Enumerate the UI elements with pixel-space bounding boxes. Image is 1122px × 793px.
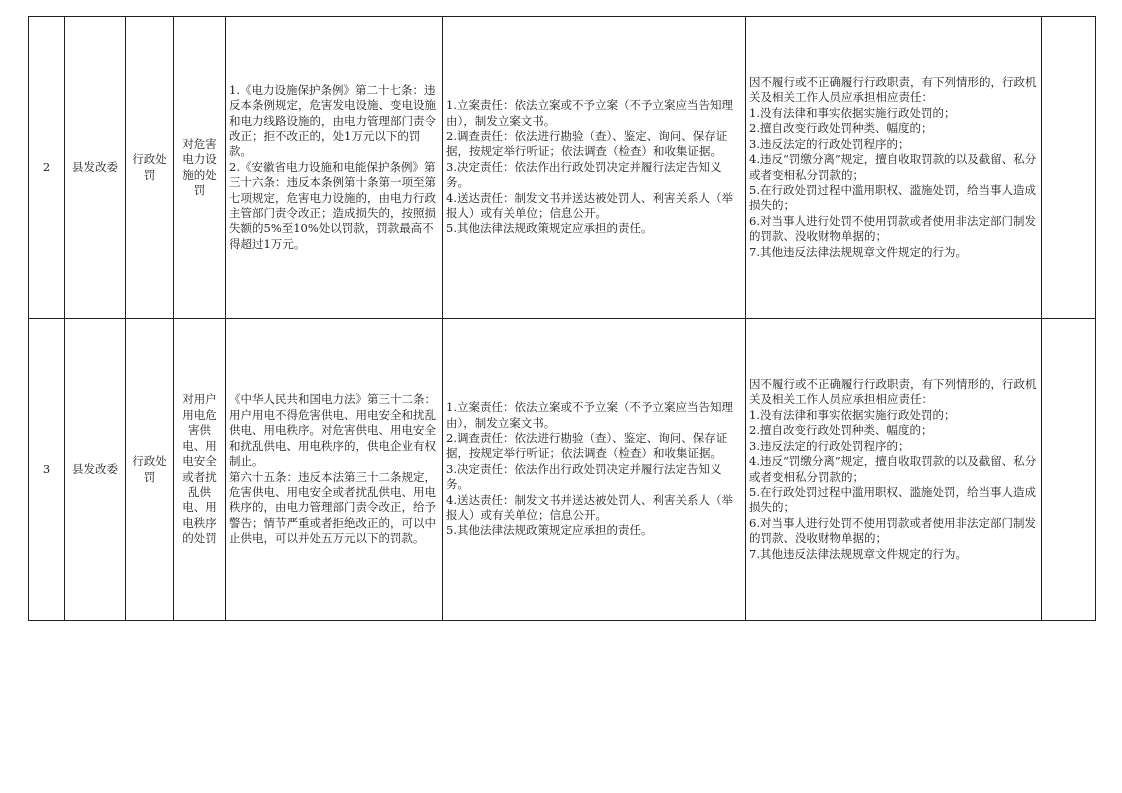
accountability-item: 1.没有法律和事实依据实施行政处罚的； — [749, 407, 956, 422]
accountability-intro: 因不履行或不正确履行行政职责，有下列情形的，行政机关及相关工作人员应承担相应责任： — [749, 377, 1037, 407]
remark — [1042, 17, 1096, 319]
accountability-item: 2.擅自改变行政处罚种类、幅度的； — [749, 423, 933, 438]
accountability-item: 7.其他违反法律法规规章文件规定的行为。 — [749, 546, 967, 561]
duty-item: 2.调查责任：依法进行勘验（查）、鉴定、询问、保存证据，按规定举行听证；依法调查（检查）和收集证据。 — [446, 128, 728, 159]
department: 县发改委 — [65, 17, 126, 319]
duty-item: 2.调查责任：依法进行勘验（查）、鉴定、询问、保存证据，按规定举行听证；依法调查（检查）和收集证据。 — [446, 430, 728, 461]
accountability-item: 2.擅自改变行政处罚种类、幅度的； — [749, 121, 933, 136]
remark — [1042, 319, 1096, 621]
duty-item: 1.立案责任：依法立案或不予立案（不予立案应当告知理由），制发立案文书。 — [446, 400, 733, 430]
accountability-item: 5.在行政处罚过程中滥用职权、滥施处罚，给当事人造成损失的； — [749, 182, 1036, 213]
department: 县发改委 — [65, 319, 126, 621]
power-item-name: 对用户用电危害供电、用电安全或者扰乱供电、用电秩序的处罚 — [174, 319, 226, 621]
duty-item: 1.立案责任：依法立案或不予立案（不予立案应当告知理由），制发立案文书。 — [446, 98, 733, 128]
accountability-item: 4.违反“罚缴分离”规定，擅自收取罚款的以及截留、私分或者变相私分罚款的； — [749, 454, 1037, 484]
responsibility-items — [443, 17, 746, 319]
legal-basis-text: 《中华人民共和国电力法》第三十二条：用户用电不得危害供电、用电安全和扰乱供电、用电秩序。对危害供电、用电安全和扰乱供电、用电秩序的，供电企业有权制止。 第六十五条：违反本法第三十二条规定，危害供电、用电安全或者扰乱供电、用电秩序的，由电力管理部门责令改正，给予警告；情节严重或者拒绝改正的，可以中止供电，可以并处五万元以下的罚款。 — [229, 392, 436, 546]
duty-item: 4.送达责任：制发文书并送达被处罚人、利害关系人（举报人）或有关单位；信息公开。 — [446, 190, 733, 221]
accountability-item: 6.对当事人进行处罚不使用罚款或者使用非法定部门制发的罚款、没收财物单据的； — [749, 213, 1036, 244]
row-number: 2 — [29, 17, 65, 319]
power-type: 行政处罚 — [126, 17, 174, 319]
table-row — [29, 319, 1096, 621]
accountability-items — [746, 319, 1042, 621]
power-facilities-penalty-table — [28, 16, 1096, 621]
duty-item: 3.决定责任：依法作出行政处罚决定并履行法定告知义务。 — [446, 461, 722, 492]
duty-item: 5.其他法律法规政策规定应承担的责任。 — [446, 221, 653, 236]
accountability-item: 4.违反“罚缴分离”规定，擅自收取罚款的以及截留、私分或者变相私分罚款的； — [749, 152, 1037, 182]
duty-item: 3.决定责任：依法作出行政处罚决定并履行法定告知义务。 — [446, 159, 722, 190]
accountability-items — [746, 17, 1042, 319]
power-type: 行政处罚 — [126, 319, 174, 621]
accountability-item: 1.没有法律和事实依据实施行政处罚的； — [749, 105, 956, 120]
legal-basis — [226, 319, 443, 621]
accountability-item: 5.在行政处罚过程中滥用职权、滥施处罚，给当事人造成损失的； — [749, 484, 1036, 515]
row-number: 3 — [29, 319, 65, 621]
duty-item: 5.其他法律法规政策规定应承担的责任。 — [446, 523, 653, 538]
accountability-item: 7.其他违反法律法规规章文件规定的行为。 — [749, 244, 967, 259]
accountability-item: 3.违反法定的行政处罚程序的； — [749, 136, 910, 151]
accountability-intro: 因不履行或不正确履行行政职责，有下列情形的，行政机关及相关工作人员应承担相应责任： — [749, 75, 1037, 105]
accountability-item: 6.对当事人进行处罚不使用罚款或者使用非法定部门制发的罚款、没收财物单据的； — [749, 515, 1036, 546]
legal-basis-text: 1.《电力设施保护条例》第二十七条：违反本条例规定，危害发电设施、变电设施和电力线路设施的，由电力管理部门责令改正；拒不改正的，处1万元以下的罚款。 2.《安徽省电力设施和电能保护条例》第三十六条：违反本条例第十条第一项至第七项规定，危害电力设施的，由电力行政主管部门责令改正；造成损失的，按照损失额的5%至10%处以罚款，罚款最高不得超过1万元。 — [229, 82, 436, 251]
responsibility-items — [443, 319, 746, 621]
duty-item: 4.送达责任：制发文书并送达被处罚人、利害关系人（举报人）或有关单位；信息公开。 — [446, 492, 733, 523]
table-row — [29, 17, 1096, 319]
legal-basis — [226, 17, 443, 319]
accountability-item: 3.违反法定的行政处罚程序的； — [749, 438, 910, 453]
power-item-name: 对危害电力设施的处罚 — [174, 17, 226, 319]
